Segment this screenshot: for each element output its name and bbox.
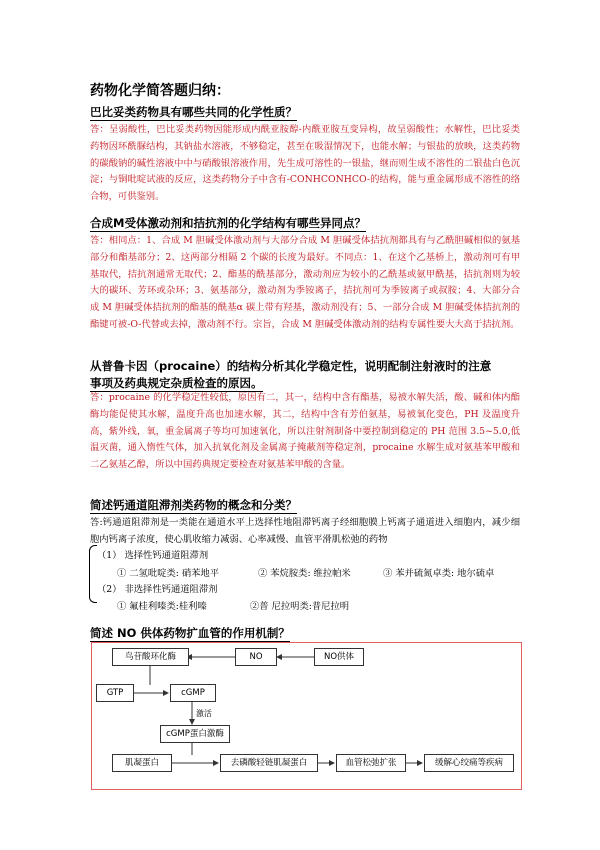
category-1-item-3: ③ 苯并硫氮卓类: 地尔硫卓 xyxy=(383,568,495,579)
node-dephos-myosin: 去磷酸轻链肌凝蛋白 xyxy=(220,754,318,772)
category-2-item-1: ① 氟桂利嗪类:桂利嗪 xyxy=(117,601,207,612)
node-relieve-angina: 缓解心绞痛等疾病 xyxy=(424,754,514,772)
node-gtp: GTP xyxy=(96,684,134,702)
node-cgmp-kinase: cGMP蛋白激酶 xyxy=(160,725,230,743)
label-activate: 激活 xyxy=(196,709,212,718)
node-vessel-relax: 血管松弛扩张 xyxy=(336,754,406,772)
question-3-line1: 从普鲁卡因（procaine）的结构分析其化学稳定性，说明配制注射液时的注意 xyxy=(90,359,492,373)
node-no-donor: NO供体 xyxy=(314,648,364,666)
category-1-item-1: ① 二氢吡啶类: 硝苯地平 xyxy=(117,568,220,579)
answer-1: 答：呈弱酸性，巴比妥类药物因能形成内酰亚胺醇-内酰亚胺互变异构，故呈弱酸性；水解性，巴比妥类药物因环酰脲结构，其钠盐水溶液，不够稳定，甚至在吸湿情况下，也能水解；与银盐的放映，这类药物的碳酸钠的碱性溶液中中与硝酸银溶液作用，先生成可溶性的一银盐，继而则生成不溶性的二银盐白色沉淀；与铜吡啶试液的反应，这类药物分子中含有-CONHCONHCO-的结构，能与重金属形成不溶性的络合物，可供鉴别。 xyxy=(90,124,520,203)
question-4: 简述钙通道阻滞剂类药物的概念和分类？ xyxy=(90,498,297,512)
answer-4: 答:钙通道阻滞剂是一类能在通道水平上选择性地阻滞钙离子经细胞膜上钙离子通道进入细胞内，减少细胞内钙离子浓度，使心肌收缩力减弱、心率减慢、血管平滑肌松弛的药物 xyxy=(90,517,520,545)
answer-3: 答：procaine 的化学稳定性较低，原因有二，其一，结构中含有酯基，易被水解失活，酸、碱和体内酯酶均能促使其水解，温度升高也加速水解，其二，结构中含有芳伯氨基，易被氧化变色，PH 及温度升高，紫外线，氧，重金属离子等均可加速氧化，所以注射剂制备中要控制到稳定的 PH 范围 3.5~5.0,低温灭菌，通入惰性气体，加入抗氧化剂及金属离子掩蔽剂等稳定剂，procaine 水解生成对氨基苯甲酸和二乙氨基乙醇，所以中国药典规定要检查对氨基苯甲酸的含量。 xyxy=(90,392,520,471)
question-3-line2: 事项及药典规定杂质检查的原因。 xyxy=(90,376,263,390)
node-myosin: 肌凝蛋白 xyxy=(112,754,172,772)
category-brace xyxy=(89,545,97,603)
question-5: 简述 NO 供体药物扩血管的作用机制？ xyxy=(90,626,290,640)
category-2-title: （2） 非选择性钙通道阻滞剂 xyxy=(97,584,218,595)
category-2-item-2: ②普 尼拉明类:普尼拉明 xyxy=(250,601,350,612)
mechanism-diagram xyxy=(91,642,522,790)
category-1-title: （1） 选择性钙通道阻滞剂 xyxy=(97,550,209,561)
page-title: 药物化学简答题归纳： xyxy=(90,83,230,99)
answer-2: 答：相同点：1、合成 M 胆碱受体激动剂与大部分合成 M 胆碱受体拮抗剂都具有与乙酰胆碱相似的氨基部分和酯基部分；2、这两部分相隔 2 个碳的长度为最好。不同点：1、在这个乙基桥上，激动剂可有甲基取代，拮抗剂通常无取代；2、酯基的酰基部分，激动剂应为较小的乙酰基或氨甲酰基，拮抗剂则为较大的碳环、芳环或杂环；3、氨基部分，激动剂为季铵离子，拮抗剂可为季铵离子或叔胺；4、大部分合成 M 胆碱受体拮抗剂的酯基的酰基α 碳上带有羟基，激动剂没有；5、一部分合成 M 胆碱受体拮抗剂的酯键可被-O-代替或去掉，激动剂不行。宗旨，合成 M 胆碱受体激动剂的结构专属性要大大高于拮抗剂。 xyxy=(90,235,520,330)
question-2: 合成M受体激动剂和拮抗剂的化学结构有哪些异同点？ xyxy=(90,216,366,230)
question-1: 巴比妥类药物具有哪些共同的化学性质？ xyxy=(90,105,297,119)
node-guanylate-cyclase: 鸟苷酸环化酶 xyxy=(112,648,189,666)
category-1-item-2: ② 苯烷胺类: 维拉帕米 xyxy=(258,568,351,579)
node-no: NO xyxy=(235,648,277,666)
node-cgmp: cGMP xyxy=(170,684,216,702)
